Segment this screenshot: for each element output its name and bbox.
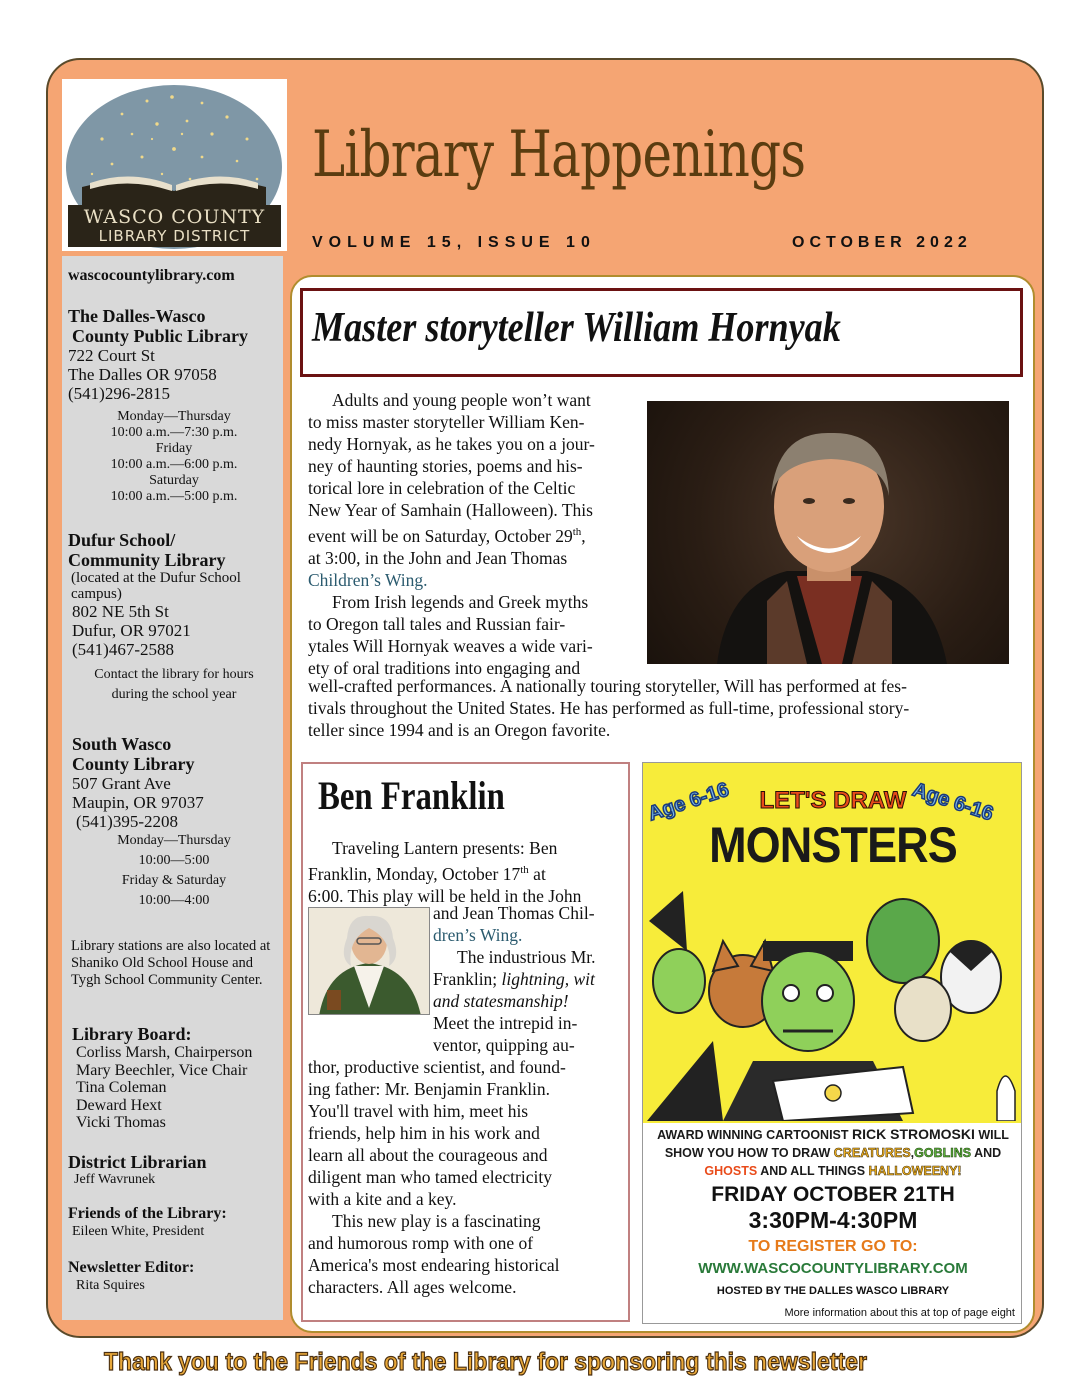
south-hours: Monday—Thursday (117, 833, 231, 848)
dalles-address: 722 Court St (68, 346, 155, 365)
dufur-name-line1: Dufur School/ (68, 530, 176, 550)
friends-of-library (68, 1204, 280, 1240)
childrens-wing-text: dren’s Wing. (433, 925, 523, 945)
article-line: From Irish legends and Greek myths (332, 591, 589, 612)
award-text: SHOW YOU HOW TO DRAW (664, 1146, 834, 1160)
article-line: Meet the intrepid in- (433, 1013, 578, 1033)
article-line: New Year of Samhain (Halloween). This (308, 500, 593, 520)
article-line: America's most endearing historical (308, 1255, 560, 1275)
dufur-city: Dufur, OR 97021 (72, 621, 191, 640)
goblins-word: GOBLINS (914, 1146, 972, 1160)
south-name-line1: South Wasco (72, 734, 172, 754)
article-line (433, 990, 628, 1012)
librarian-name: Jeff Wavrunek (74, 1172, 156, 1187)
article-line: characters. All ages welcome. (308, 1277, 517, 1297)
dufur-address: 802 NE 5th St (72, 602, 169, 621)
board-member: Mary Beechler, Vice Chair (76, 1061, 248, 1079)
storyteller-portrait (647, 401, 1009, 664)
lets-draw-heading: LET'S DRAW (759, 787, 907, 814)
librarian-heading: District Librarian (68, 1152, 207, 1172)
article-line (308, 859, 624, 885)
article-line: with a kite and a key. (308, 1189, 457, 1209)
dufur-hours-note: during the school year (111, 687, 237, 702)
article-line: to Oregon tall tales and Russian fair- (308, 613, 566, 634)
ben-franklin-title: Ben Franklin (318, 773, 505, 818)
event-date-text: event will be on Saturday, October 29 (308, 525, 573, 546)
sidebar (62, 256, 283, 1320)
dufur-location-note: (located at the Dufur School campus) (71, 570, 241, 602)
article-line: ventor, quipping au- (433, 1035, 575, 1055)
library-logo (62, 79, 287, 251)
article-line: teller since 1994 and is an Oregon favorite. (308, 720, 611, 740)
board-member: Vicki Thomas (76, 1114, 166, 1131)
lets-draw-monsters-poster (642, 762, 1022, 1324)
article-line: Adults and young people won’t want (332, 390, 591, 410)
dalles-hours: Saturday (149, 473, 199, 488)
article-line: ety of oral traditions into engaging and (308, 657, 581, 678)
board-member: Corliss Marsh, Chairperson (76, 1044, 253, 1061)
board-member: Tina Coleman (76, 1079, 167, 1096)
monsters-illustration (643, 881, 1022, 1121)
board-heading: Library Board: (72, 1024, 192, 1044)
south-address: 507 Grant Ave (72, 774, 171, 793)
editor-name: Rita Squires (76, 1278, 145, 1293)
award-text: AWARD WINNING CARTOONIST (657, 1128, 852, 1142)
childrens-wing-text: Children’s Wing. (308, 569, 428, 590)
article-line: and humorous romp with one of (308, 1233, 534, 1253)
article-line: well-crafted performances. A nationally touring storyteller, Will has performed at fes- (308, 676, 907, 696)
dufur-phone: (541)467-2588 (72, 640, 174, 659)
logo-text-line2: LIBRARY DISTRICT (98, 227, 251, 245)
creatures-word: CREATURES (833, 1146, 911, 1160)
register-url[interactable]: WWW.WASCOCOUNTYLIBRARY.COM (698, 1260, 968, 1277)
play-date-text: Franklin, Monday, October 17 (308, 863, 521, 884)
ordinal-suffix: th (572, 526, 582, 538)
website-url[interactable]: wascocountylibrary.com (68, 267, 235, 284)
board-member: Deward Hext (76, 1096, 162, 1114)
article-line: You'll travel with him, meet his (308, 1101, 529, 1121)
comma: , (910, 1146, 915, 1160)
monsters-heading: MONSTERS (709, 817, 957, 873)
halloweeny-word: HALLOWEENY! (868, 1164, 962, 1178)
event-time: 3:30PM-4:30PM (748, 1207, 918, 1233)
award-line (643, 1144, 1022, 1162)
franklin-text: Franklin; (433, 969, 502, 989)
editor-heading: Newsletter Editor: (68, 1259, 195, 1276)
dalles-library-info (68, 306, 280, 505)
newsletter-title: Library Happenings (312, 118, 806, 192)
south-hours: 10:00—4:00 (138, 893, 210, 908)
cartoonist-name: RICK STROMOSKI (852, 1126, 975, 1142)
award-text: WILL (974, 1128, 1009, 1142)
ordinal-suffix: th (520, 864, 529, 876)
age-badge-left: Age 6-16 (645, 778, 732, 826)
register-heading: TO REGISTER GO TO: (748, 1238, 918, 1255)
storyteller-article-top (308, 389, 644, 679)
district-librarian (68, 1152, 280, 1188)
article-line (433, 968, 628, 990)
dalles-hours: 10:00 a.m.—7:30 p.m. (110, 425, 238, 440)
dalles-name-line1: The Dalles-Wasco (68, 306, 206, 326)
dalles-name-line2: County Public Library (72, 326, 249, 346)
ben-franklin-portrait (309, 908, 430, 1015)
at-text: at (528, 863, 546, 884)
article-line: thor, productive scientist, and found- (308, 1057, 566, 1077)
article-line: Traveling Lantern presents: Ben (332, 838, 558, 858)
article-line: friends, help him in his work and (308, 1123, 540, 1143)
article-line: ing father: Mr. Benjamin Franklin. (308, 1079, 551, 1099)
dalles-hours: 10:00 a.m.—6:00 p.m. (110, 457, 238, 472)
article-line: nedy Hornyak, as he takes you on a jour- (308, 434, 595, 454)
south-name-line2: County Library (72, 754, 195, 774)
south-city: Maupin, OR 97037 (72, 793, 204, 812)
article-line (308, 521, 644, 547)
dalles-city: The Dalles OR 97058 (68, 365, 217, 384)
article-line: and Jean Thomas Chil- (433, 903, 595, 923)
comma: , (581, 525, 586, 546)
italic-tagline: lightning, wit (501, 969, 595, 989)
dalles-hours: 10:00 a.m.—5:00 p.m. (110, 489, 238, 504)
storyteller-photo (647, 401, 1009, 664)
storyteller-headline: Master storyteller William Hornyak (312, 305, 841, 351)
library-stations-note: Library stations are also located at Shaniko Old School House and Tygh School Community Center. (71, 938, 271, 988)
age-badge-right: Age 6-16 (909, 778, 996, 826)
dufur-library-info (68, 530, 280, 705)
dufur-name-line2: Community Library (68, 550, 226, 570)
south-hours: 10:00—5:00 (138, 853, 210, 868)
friends-president: Eileen White, President (72, 1224, 205, 1239)
ben-franklin-article-wrap (433, 902, 628, 1056)
award-text: AND (971, 1146, 1002, 1160)
dufur-hours-note: Contact the library for hours (94, 667, 254, 682)
sponsor-thanks: Thank you to the Friends of the Library for sponsoring this newsletter (104, 1348, 867, 1376)
award-line (643, 1125, 1022, 1144)
dalles-hours: Monday—Thursday (117, 409, 231, 424)
article-line: to miss master storyteller William Ken- (308, 412, 585, 432)
logo-text-line1: WASCO COUNTY (83, 206, 266, 228)
article-line: diligent man who tamed electricity (308, 1167, 552, 1187)
hosted-by: HOSTED BY THE DALLES WASCO LIBRARY (716, 1285, 950, 1297)
article-line: tivals throughout the United States. He has performed as full-time, professional story- (308, 698, 910, 718)
friends-heading: Friends of the Library: (68, 1205, 227, 1222)
library-board (68, 1024, 280, 1132)
award-line (643, 1162, 1022, 1180)
article-line: ytales Will Hornyak weaves a wide vari- (308, 635, 593, 656)
article-line: at 3:00, in the John and Jean Thomas (308, 547, 568, 568)
article-line: The industrious Mr. (457, 947, 596, 967)
event-date: FRIDAY OCTOBER 21TH (711, 1183, 955, 1206)
article-line: ney of haunting stories, poems and his- (308, 456, 583, 476)
article-line: learn all about the courageous and (308, 1145, 548, 1165)
dalles-hours: Friday (155, 441, 193, 456)
volume-issue: VOLUME 15, ISSUE 10 (312, 234, 596, 251)
ben-franklin-photo (308, 907, 430, 1015)
italic-tagline: and statesmanship! (433, 991, 569, 1011)
ben-franklin-article-top (308, 837, 624, 907)
issue-date: OCTOBER 2022 (792, 234, 972, 251)
more-info-note: More information about this at top of page eight (784, 1307, 1015, 1319)
award-text: AND ALL THINGS (757, 1164, 869, 1178)
article-line: 6:00. This play will be held in the John (308, 885, 582, 906)
south-wasco-library-info (68, 734, 280, 911)
ben-franklin-article-bottom (308, 1056, 624, 1298)
south-hours: Friday & Saturday (121, 873, 227, 888)
article-line: This new play is a fascinating (332, 1211, 541, 1231)
south-phone: (541)395-2208 (76, 812, 178, 831)
dalles-phone: (541)296-2815 (68, 384, 170, 403)
article-line: torical lore in celebration of the Celtic (308, 478, 576, 498)
ghosts-word: GHOSTS (704, 1164, 758, 1178)
poster-description (643, 1125, 1022, 1180)
storyteller-article-bottom (308, 675, 1023, 741)
newsletter-editor (68, 1258, 280, 1294)
